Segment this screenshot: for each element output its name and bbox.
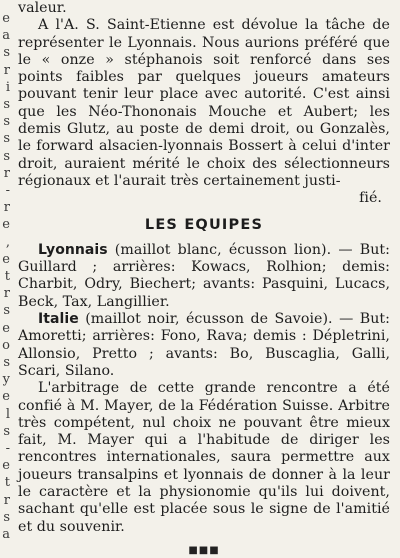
- article-top-partial-line: valeur.: [18, 0, 67, 16]
- team-lyonnais-name: Lyonnais: [38, 241, 108, 258]
- separator-ornament: ■■■: [188, 544, 220, 556]
- article-paragraph-1: A l'A. S. Saint-Etienne est dévolue la tâche de représenter le Lyonnais. Nous aurions préféré que le « onze » stéphanois soit renforcé dans ses points faibles par quelques joueurs amateurs pouvant tenir leur place avec autorité. C'est ainsi que les Néo-Thononais Mouche et Aubert; les demis Glutz, au poste de demi droit, ou Gonzalès, le forward alsacien-lyonnais Bossert à celui d'inter droit, auraient mérité le choix des sélectionneurs régionaux et l'aurait très certainement justi-: [18, 17, 390, 189]
- team-lyonnais-players: — But: Guillard ; arrières: Kowacs, Rolhion; demis: Charbit, Odry, Biechert; avants: Pasquini, Lucacs, Beck, Tax, Langillier.: [18, 241, 390, 310]
- team-lyonnais: [18, 242, 390, 311]
- team-italie-players: — But: Amoretti; arrières: Fono, Rava; demis : Dépletrini, Allonsio, Pretto ; avants: Bo, Buscaglia, Galli, Scari, Silano.: [18, 311, 391, 379]
- team-lyonnais-kit: (maillot blanc, écusson lion).: [107, 241, 332, 258]
- article-paragraph-1-end: fié.: [359, 190, 382, 207]
- team-italie-name: Italie: [38, 311, 79, 328]
- section-heading: LES EQUIPES: [144, 216, 264, 233]
- article-column: [18, 0, 390, 558]
- team-italie: [18, 311, 390, 380]
- adjacent-column-edge: e a s r i s s s s r - r e , e t r s e o s y e l s - e t r s a: [2, 11, 10, 543]
- article-paragraph-2: L'arbitrage de cette grande rencontre a été confié à M. Mayer, de la Fédération Suisse. Arbitre très compétent, nul choix ne pouvant être mieux fait, M. Mayer qui a l'habitude de diriger les rencontres internationales, saura permettre aux joueurs transalpins et lyonnais de donner à la leur le caractère et la physionomie qu'ils lui doivent, sachant qu'elle est placée sous le signe de l'amitié et du souvenir.: [18, 380, 390, 535]
- team-italie-kit: (maillot noir, écusson de Savoie).: [78, 311, 333, 328]
